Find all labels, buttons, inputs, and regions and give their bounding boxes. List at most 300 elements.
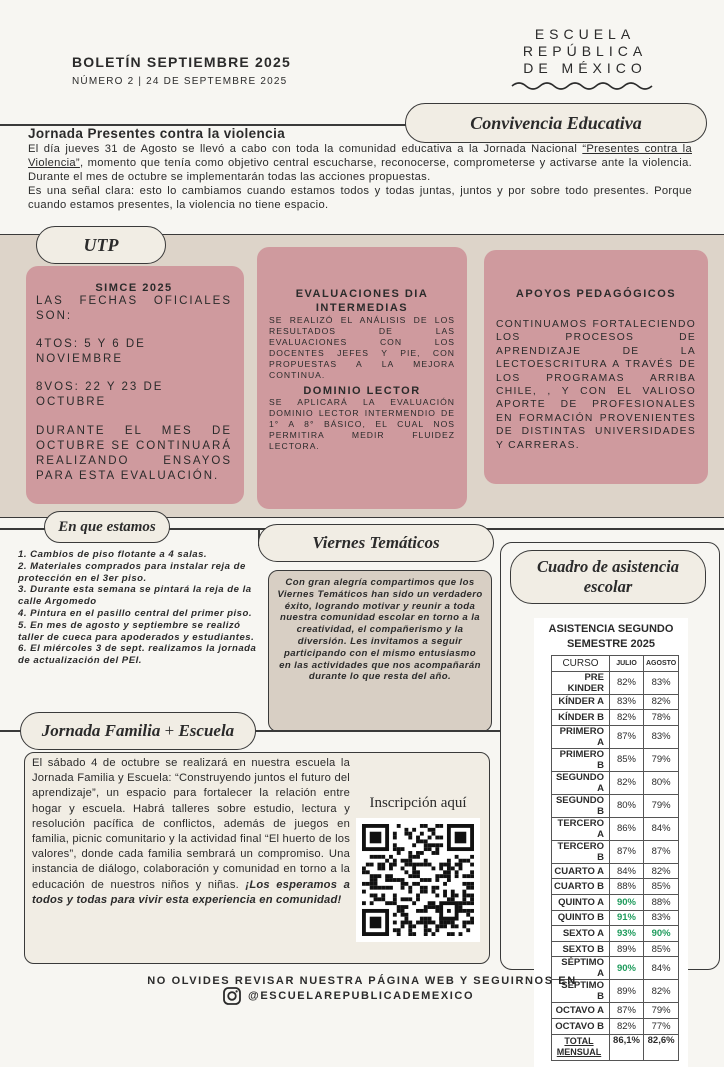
- simce-line-3: 8VOS: 22 Y 23 DE OCTUBRE: [36, 381, 164, 408]
- qr-module: [439, 843, 443, 847]
- qr-module: [424, 839, 428, 843]
- qr-module: [435, 909, 439, 913]
- table-row: [552, 863, 679, 879]
- familia-text: [32, 756, 350, 908]
- list-item: 3. Durante esta semana se pintará la reja de la calle Argomedo: [18, 584, 252, 608]
- qr-module: [408, 874, 412, 878]
- cell-julio: 85%: [610, 748, 644, 771]
- qr-module: [424, 859, 428, 863]
- card-apoyos: [484, 250, 708, 484]
- total-agosto: 82,6%: [644, 1034, 679, 1060]
- qr-module: [420, 851, 424, 855]
- qr-module: [404, 859, 408, 863]
- familia-tag-plus: +: [164, 721, 175, 740]
- card-evaluaciones: [257, 247, 467, 509]
- qr-module: [447, 866, 451, 870]
- qr-module: [428, 921, 432, 925]
- convivencia-p1-start: El día jueves 31 de Agosto se llevó a cabo con toda la comunidad educativa a la Jornada Nacional: [28, 143, 583, 155]
- convivencia-block: [28, 126, 692, 212]
- simce-line-2: 4TOS: 5 Y 6 DE NOVIEMBRE: [36, 338, 146, 365]
- qr-module: [455, 863, 459, 867]
- qr-module: [443, 924, 447, 928]
- qr-module: [408, 863, 412, 867]
- qr-module: [435, 905, 439, 909]
- qr-module: [381, 863, 385, 867]
- qr-module: [470, 870, 474, 874]
- qr-module: [462, 882, 466, 886]
- qr-module: [451, 890, 455, 894]
- qr-module: [412, 866, 416, 870]
- list-item: 6. El miércoles 3 de sept. realizamos la jornada de actualización del PEI.: [18, 643, 257, 667]
- qr-module: [389, 874, 393, 878]
- list-item: 4. Pintura en el pasillo central del primer piso.: [18, 607, 253, 619]
- qr-module: [420, 824, 424, 828]
- qr-module: [389, 863, 393, 867]
- cell-curso: SEXTO A: [552, 926, 610, 942]
- qr-module: [432, 828, 436, 832]
- qr-module: [447, 897, 451, 901]
- qr-module: [455, 855, 459, 859]
- qr-module: [404, 897, 408, 901]
- qr-module: [420, 839, 424, 843]
- qr-module: [424, 878, 428, 882]
- qr-module: [385, 886, 389, 890]
- qr-module: [377, 897, 381, 901]
- qr-module: [401, 847, 405, 851]
- qr-module: [459, 901, 463, 905]
- qr-module: [462, 921, 466, 925]
- table-row: [552, 817, 679, 840]
- cell-agosto: 83%: [644, 671, 679, 694]
- qr-module: [443, 894, 447, 898]
- qr-module: [455, 870, 459, 874]
- qr-module: [374, 897, 378, 901]
- qr-module: [470, 909, 474, 913]
- familia-body: El sábado 4 de octubre se realizará en nuestra escuela la Jornada Familia y Escuela: “Construyendo juntos el futuro del aprendizaje”, un espacio para fortalecer la relación entre hogar y escuela. Habrá talleres sobre estudio, lectura y resolución pacífica de conflictos, además de juegos en familia, picnic comunitario y la actividad final “El huerto de los valores”, donde cada familia sembrará un compromiso. Una instancia de diálogo, colaboración y comunidad en torno a la educación de nuestros niños y niñas.: [32, 757, 350, 891]
- qr-module: [435, 924, 439, 928]
- tag-familia-escuela: [20, 712, 256, 750]
- cell-agosto: 77%: [644, 1018, 679, 1034]
- cell-julio: 89%: [610, 980, 644, 1003]
- cell-agosto: 87%: [644, 840, 679, 863]
- cell-curso: SEXTO B: [552, 941, 610, 957]
- cell-curso: OCTAVO A: [552, 1003, 610, 1019]
- qr-module: [420, 832, 424, 836]
- qr-module: [393, 847, 397, 851]
- qr-module: [428, 847, 432, 851]
- cell-julio: 91%: [610, 910, 644, 926]
- table-row: [552, 1003, 679, 1019]
- apoyos-title: APOYOS PEDAGÓGICOS: [515, 288, 677, 300]
- qr-module: [470, 901, 474, 905]
- table-row: [552, 910, 679, 926]
- qr-module: [420, 890, 424, 894]
- apoyos-body: CONTINUAMOS FORTALECIENDO LOS PROCESOS DE APRENDIZAJE DE LA LECTOESCRITURA A TRAVÉS DE LOS PROGRAMAS ARRIBA CHILE, , Y CON EL VALIOSO APORTE DE PROFESIONALES EN FORMACIÓN PROVENIENTES DE DISTINTAS UNIVERSIDADES Y CARRERAS.: [496, 319, 696, 451]
- qr-module: [428, 901, 432, 905]
- qr-module: [435, 843, 439, 847]
- asistencia-table-block: [534, 618, 688, 1067]
- qr-module: [432, 890, 436, 894]
- qr-module: [420, 909, 424, 913]
- presentes-link[interactable]: “Presentes contra la Violencia”: [28, 143, 692, 169]
- qr-module: [428, 836, 432, 840]
- qr-module: [381, 866, 385, 870]
- cell-agosto: 85%: [644, 879, 679, 895]
- list-item: 2. Materiales comprados para instalar reja de protección en el 3er piso.: [18, 560, 246, 584]
- qr-module: [401, 924, 405, 928]
- qr-module: [416, 897, 420, 901]
- cell-julio: 82%: [610, 771, 644, 794]
- qr-module: [370, 874, 374, 878]
- tag-convivencia: Convivencia Educativa: [405, 103, 707, 143]
- qr-module: [451, 921, 455, 925]
- qr-module: [377, 863, 381, 867]
- qr-module: [404, 828, 408, 832]
- qr-module: [443, 921, 447, 925]
- qr-module: [374, 878, 378, 882]
- qr-module: [424, 921, 428, 925]
- qr-module: [470, 874, 474, 878]
- qr-module: [385, 878, 389, 882]
- qr-module: [397, 928, 401, 932]
- qr-module: [397, 905, 401, 909]
- qr-module: [428, 917, 432, 921]
- qr-module: [404, 917, 408, 921]
- qr-module: [397, 824, 401, 828]
- qr-module: [428, 863, 432, 867]
- qr-module: [393, 836, 397, 840]
- qr-module: [397, 909, 401, 913]
- qr-module: [439, 924, 443, 928]
- qr-module: [439, 866, 443, 870]
- cell-curso: PRIMERO A: [552, 725, 610, 748]
- qr-module: [377, 874, 381, 878]
- cell-curso: PRE KINDER: [552, 671, 610, 694]
- qr-module: [459, 866, 463, 870]
- cell-agosto: 84%: [644, 957, 679, 980]
- qr-module: [424, 890, 428, 894]
- familia-tag-b: Escuela: [178, 721, 235, 740]
- table-row: [552, 1018, 679, 1034]
- tag-en-que-estamos: En que estamos: [44, 511, 170, 543]
- qr-module: [424, 905, 428, 909]
- qr-module: [381, 855, 385, 859]
- qr-module: [470, 882, 474, 886]
- qr-module: [393, 921, 397, 925]
- cell-julio: 82%: [610, 671, 644, 694]
- qr-module: [393, 878, 397, 882]
- logo-line-3: DE MÉXICO: [523, 60, 647, 76]
- cell-curso: TERCERO A: [552, 817, 610, 840]
- qr-module: [393, 894, 397, 898]
- simce-line-1: LAS FECHAS OFICIALES SON:: [36, 295, 232, 322]
- school-logo: [510, 26, 660, 95]
- table-row: [552, 725, 679, 748]
- qr-module: [432, 866, 436, 870]
- qr-module: [370, 832, 382, 844]
- table-row: [552, 879, 679, 895]
- qr-module: [397, 851, 401, 855]
- cell-julio: 83%: [610, 694, 644, 710]
- qr-module: [401, 909, 405, 913]
- qr-module: [435, 874, 439, 878]
- qr-module: [416, 855, 420, 859]
- cell-agosto: 90%: [644, 926, 679, 942]
- qr-module: [447, 932, 451, 936]
- cell-curso: SÉPTIMO A: [552, 957, 610, 980]
- table-row: [552, 894, 679, 910]
- qr-module: [435, 847, 439, 851]
- qr-module: [424, 917, 428, 921]
- qr-module: [408, 897, 412, 901]
- cell-julio: 89%: [610, 941, 644, 957]
- qr-module: [401, 878, 405, 882]
- header-julio: JULIO: [610, 656, 644, 672]
- qr-module: [424, 909, 428, 913]
- qr-module: [459, 859, 463, 863]
- qr-module: [432, 901, 436, 905]
- qr-module: [443, 890, 447, 894]
- cell-agosto: 82%: [644, 694, 679, 710]
- qr-module: [416, 921, 420, 925]
- qr-module: [466, 894, 470, 898]
- dominio-title: DOMINIO LECTOR: [303, 385, 421, 397]
- qr-module: [393, 913, 397, 917]
- qr-module: [470, 855, 474, 859]
- qr-module: [374, 894, 378, 898]
- qr-module: [459, 909, 463, 913]
- qr-module: [466, 886, 470, 890]
- list-item: 5. En mes de agosto y septiembre se realizó taller de cueca para apoderados y estudiantes.: [18, 619, 255, 643]
- cell-curso: CUARTO A: [552, 863, 610, 879]
- cell-julio: 88%: [610, 879, 644, 895]
- qr-module: [447, 863, 451, 867]
- table-row: [552, 941, 679, 957]
- qr-module: [408, 859, 412, 863]
- qr-module: [393, 832, 397, 836]
- qr-module: [447, 874, 451, 878]
- qr-module: [412, 843, 416, 847]
- cell-curso: SÉPTIMO B: [552, 980, 610, 1003]
- qr-module: [462, 894, 466, 898]
- qr-module: [374, 874, 378, 878]
- cell-julio: 87%: [610, 840, 644, 863]
- qr-module: [389, 886, 393, 890]
- qr-module: [432, 886, 436, 890]
- qr-module: [439, 824, 443, 828]
- cell-curso: KÍNDER B: [552, 710, 610, 726]
- qr-module: [470, 897, 474, 901]
- qr-module: [370, 878, 374, 882]
- qr-module: [362, 901, 366, 905]
- qr-module: [385, 874, 389, 878]
- qr-module: [439, 921, 443, 925]
- qr-module: [401, 882, 405, 886]
- qr-module: [416, 839, 420, 843]
- qr-module: [401, 921, 405, 925]
- qr-module: [397, 847, 401, 851]
- evaluaciones-title: EVALUACIONES DIA INTERMEDIAS: [295, 288, 429, 314]
- simce-title: SIMCE 2025: [95, 282, 173, 294]
- qr-module: [370, 855, 374, 859]
- qr-module: [401, 897, 405, 901]
- qr-module: [420, 921, 424, 925]
- table-row: [552, 710, 679, 726]
- qr-module: [366, 863, 370, 867]
- convivencia-paragraph-1: [28, 142, 692, 184]
- qr-module: [455, 832, 467, 844]
- qr-module: [381, 894, 385, 898]
- header-agosto: AGOSTO: [644, 656, 679, 672]
- qr-module: [466, 901, 470, 905]
- qr-module: [408, 832, 412, 836]
- qr-module: [370, 882, 374, 886]
- viernes-card: [268, 570, 492, 732]
- cell-agosto: 82%: [644, 980, 679, 1003]
- qr-module: [466, 921, 470, 925]
- cell-julio: 93%: [610, 926, 644, 942]
- qr-module: [404, 905, 408, 909]
- qr-module: [443, 874, 447, 878]
- qr-module: [451, 932, 455, 936]
- qr-module: [455, 874, 459, 878]
- qr-module: [416, 874, 420, 878]
- qr-module: [439, 836, 443, 840]
- tag-utp: UTP: [36, 226, 166, 264]
- qr-module: [416, 894, 420, 898]
- qr-module: [432, 921, 436, 925]
- qr-module: [389, 855, 393, 859]
- qr-module: [435, 836, 439, 840]
- footer-social[interactable]: [222, 986, 474, 1006]
- cell-julio: 90%: [610, 894, 644, 910]
- qr-module: [377, 855, 381, 859]
- cell-curso: CUARTO B: [552, 879, 610, 895]
- convivencia-p1-end: , momento que tenía como objetivo central escucharse, reconocerse, comprometerse y activarse ante la violencia. Durante el mes de octubre se implementarán todas las acciones propuestas.: [28, 157, 692, 183]
- qr-module: [435, 824, 439, 828]
- cell-agosto: 78%: [644, 710, 679, 726]
- qr-module: [374, 886, 378, 890]
- qr-module: [412, 870, 416, 874]
- qr-module: [404, 921, 408, 925]
- qr-module: [408, 932, 412, 936]
- qr-code-frame[interactable]: [356, 818, 480, 942]
- qr-module: [404, 913, 408, 917]
- instagram-handle[interactable]: @ESCUELAREPUBLICADEMEXICO: [248, 990, 475, 1002]
- qr-module: [466, 882, 470, 886]
- qr-module: [404, 882, 408, 886]
- table-total-row: [552, 1034, 679, 1060]
- familia-closing: ¡Los esperamos a todos y todas para vivir esta experiencia en comunidad!: [32, 878, 350, 906]
- qr-module: [462, 874, 466, 878]
- qr-module: [408, 928, 412, 932]
- qr-module: [466, 913, 470, 917]
- qr-module: [424, 932, 428, 936]
- qr-module: [451, 894, 455, 898]
- qr-module: [408, 921, 412, 925]
- qr-module: [370, 917, 382, 929]
- table-row: [552, 840, 679, 863]
- qr-module: [432, 905, 436, 909]
- qr-module: [370, 863, 374, 867]
- qr-module: [466, 874, 470, 878]
- qr-module: [408, 890, 412, 894]
- qr-module: [424, 824, 428, 828]
- cell-agosto: 79%: [644, 748, 679, 771]
- qr-module: [370, 886, 374, 890]
- qr-module: [393, 901, 397, 905]
- qr-module: [362, 870, 366, 874]
- qr-module: [428, 878, 432, 882]
- qr-module: [412, 901, 416, 905]
- attendance-table: [551, 655, 679, 1061]
- qr-code-icon[interactable]: [362, 824, 474, 936]
- cell-agosto: 85%: [644, 941, 679, 957]
- tag-viernes-tematicos: Viernes Temáticos: [258, 524, 494, 562]
- qr-module: [466, 928, 470, 932]
- cell-curso: TERCERO B: [552, 840, 610, 863]
- qr-module: [424, 928, 428, 932]
- total-label: TOTAL MENSUAL: [552, 1034, 610, 1060]
- cell-curso: OCTAVO B: [552, 1018, 610, 1034]
- table-row: [552, 748, 679, 771]
- qr-module: [401, 905, 405, 909]
- cell-julio: 87%: [610, 1003, 644, 1019]
- qr-module: [404, 870, 408, 874]
- qr-module: [401, 886, 405, 890]
- qr-module: [420, 878, 424, 882]
- qr-module: [374, 882, 378, 886]
- qr-module: [439, 863, 443, 867]
- cell-agosto: 83%: [644, 725, 679, 748]
- cell-curso: PRIMERO B: [552, 748, 610, 771]
- qr-module: [374, 855, 378, 859]
- qr-module: [447, 878, 451, 882]
- qr-module: [459, 863, 463, 867]
- qr-module: [462, 897, 466, 901]
- cell-curso: SEGUNDO A: [552, 771, 610, 794]
- qr-module: [439, 874, 443, 878]
- qr-module: [370, 901, 374, 905]
- bulletin-subtitle: NÚMERO 2 | 24 DE SEPTEMBRE 2025: [72, 76, 288, 87]
- qr-module: [412, 863, 416, 867]
- cell-julio: 90%: [610, 957, 644, 980]
- qr-module: [462, 924, 466, 928]
- header-curso: CURSO: [552, 656, 610, 672]
- qr-module: [470, 921, 474, 925]
- qr-module: [408, 836, 412, 840]
- qr-module: [432, 932, 436, 936]
- cell-agosto: 80%: [644, 771, 679, 794]
- qr-module: [370, 894, 374, 898]
- qr-module: [443, 863, 447, 867]
- qr-module: [389, 878, 393, 882]
- qr-module: [470, 894, 474, 898]
- qr-module: [416, 909, 420, 913]
- simce-line-4: DURANTE EL MES DE OCTUBRE SE CONTINUARÁ REALIZANDO ENSAYOS PARA ESTA EVALUACIÓN.: [36, 425, 232, 482]
- logo-line-2: REPÚBLICA: [522, 43, 648, 59]
- qr-module: [424, 863, 428, 867]
- qr-module: [393, 897, 397, 901]
- qr-module: [470, 863, 474, 867]
- qr-module: [393, 843, 397, 847]
- viernes-body: Con gran alegría compartimos que los Viernes Temáticos han sido un verdadero éxito, logrando motivar y reunir a toda nuestra comunidad escolar en torno a la creatividad, el compañerismo y la diversión. Les invitamos a seguir participando con el mismo entusiasmo en las actividades que nos acompañarán durante lo que resta del año.: [277, 577, 483, 683]
- bulletin-title: BOLETÍN SEPTIEMBRE 2025: [72, 54, 291, 70]
- qr-module: [462, 909, 466, 913]
- qr-module: [381, 897, 385, 901]
- instagram-icon[interactable]: [222, 986, 242, 1006]
- qr-module: [428, 928, 432, 932]
